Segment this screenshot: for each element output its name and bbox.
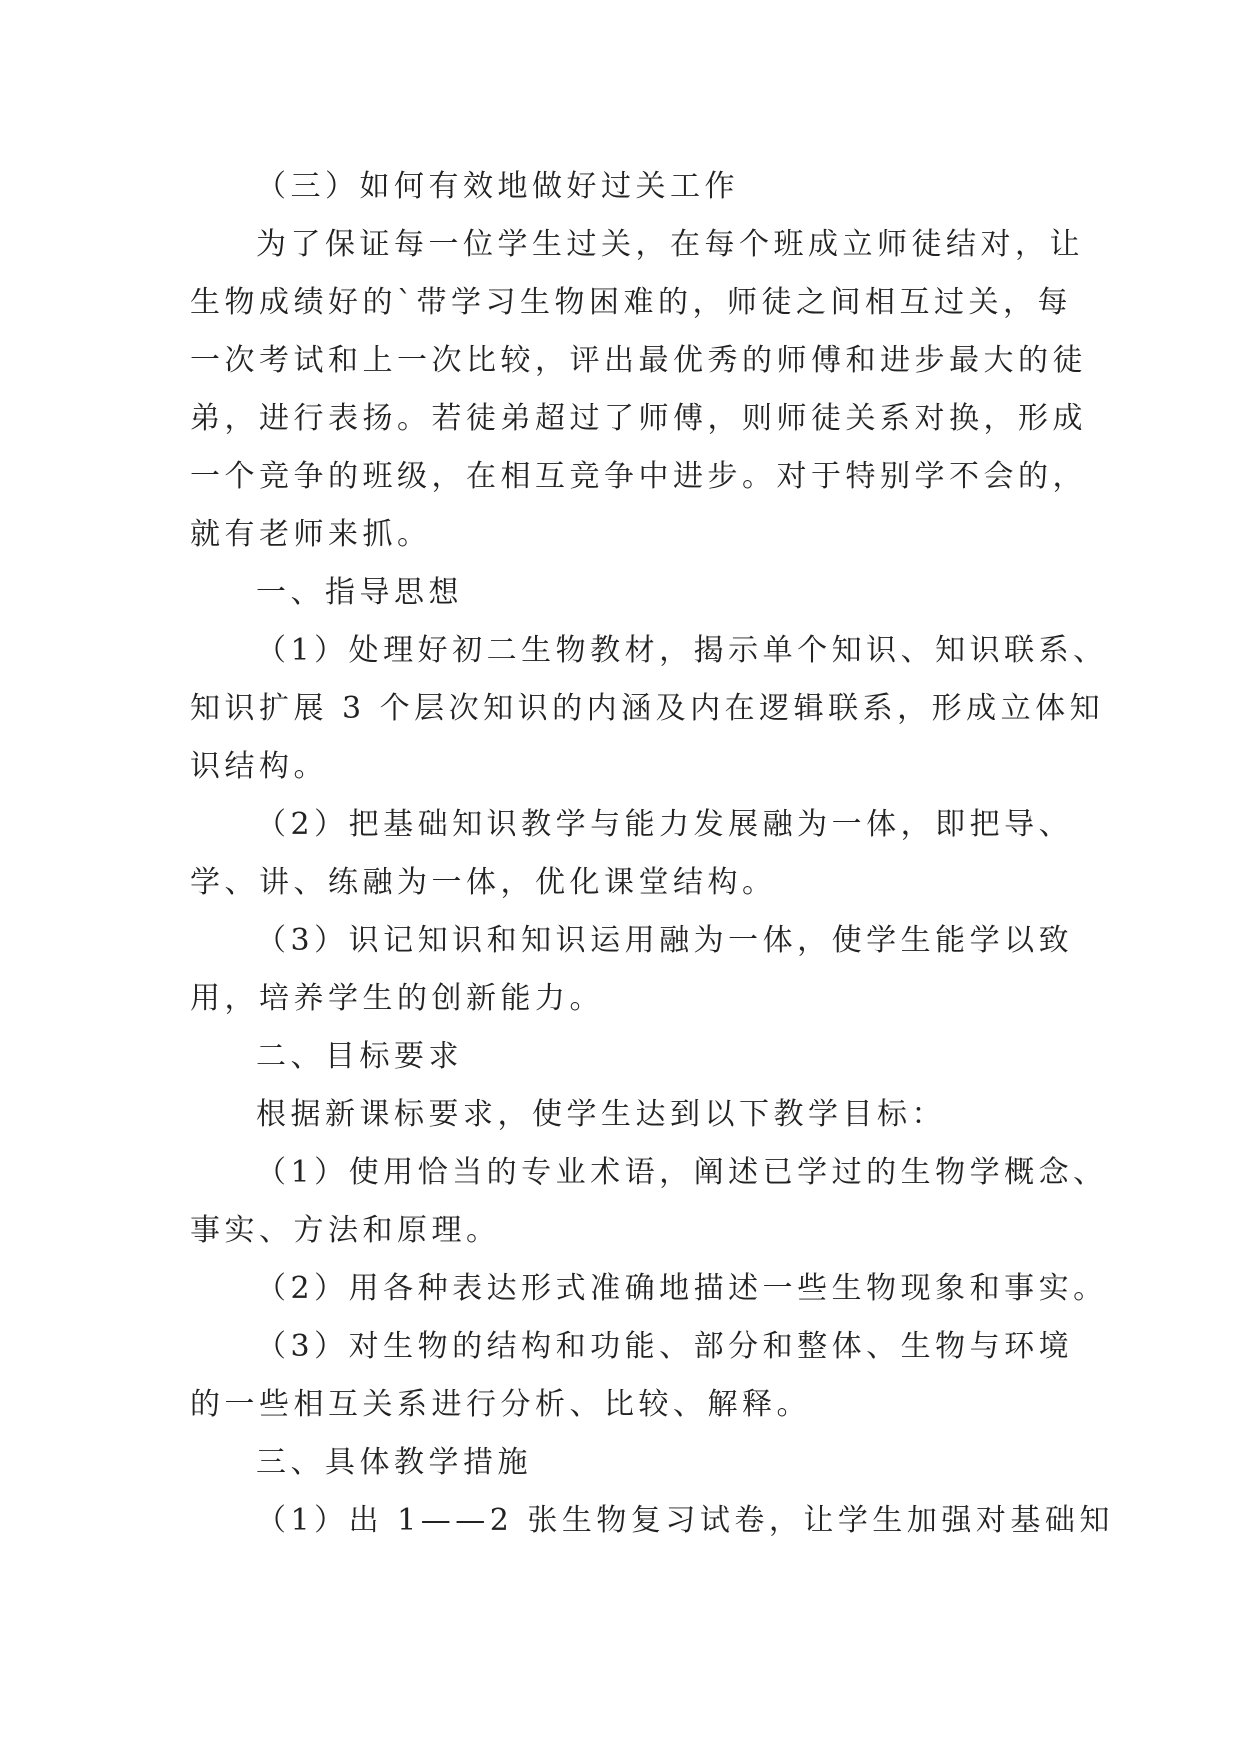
paragraph-line: 一次考试和上一次比较，评出最优秀的师傅和进步最大的徒 [190,343,1087,378]
list-item: （3）识记知识和知识运用融为一体，使学生能学以致 [256,923,1074,958]
section-heading: 二、目标要求 [256,1039,463,1074]
paragraph-line: 用，培养学生的创新能力。 [190,981,604,1016]
paragraph-line: 学、讲、练融为一体，优化课堂结构。 [190,865,777,900]
paragraph-line: 弟，进行表扬。若徒弟超过了师傅，则师徒关系对换，形成 [190,401,1087,436]
paragraph-line: 一个竞争的班级，在相互竞争中进步。对于特别学不会的， [190,459,1087,494]
paragraph-line: 就有老师来抓。 [190,517,432,552]
list-item: （3）对生物的结构和功能、部分和整体、生物与环境 [256,1329,1074,1364]
section-heading: 三、具体教学措施 [256,1445,532,1480]
paragraph-line: 的一些相互关系进行分析、比较、解释。 [190,1387,811,1422]
list-item: （1）处理好初二生物教材，揭示单个知识、知识联系、 [256,633,1108,668]
document-body [190,158,1114,1550]
paragraph-line: 生物成绩好的`带学习生物困难的，师徒之间相互过关，每 [190,285,1072,320]
paragraph-line: 为了保证每一位学生过关，在每个班成立师徒结对，让 [256,227,1084,262]
list-item: （2）用各种表达形式准确地描述一些生物现象和事实。 [256,1271,1108,1306]
paragraph-line: 根据新课标要求，使学生达到以下教学目标： [256,1097,946,1132]
section-heading: 一、指导思想 [256,575,463,610]
paragraph-line: 识结构。 [190,749,328,784]
section-heading: （三）如何有效地做好过关工作 [256,169,739,204]
list-item: （2）把基础知识教学与能力发展融为一体，即把导、 [256,807,1074,842]
paragraph-line: 知识扩展 3 个层次知识的内涵及内在逻辑联系，形成立体知 [190,691,1105,726]
list-item: （1）出 1——2 张生物复习试卷，让学生加强对基础知 [256,1503,1114,1538]
paragraph-line: 事实、方法和原理。 [190,1213,501,1248]
list-item: （1）使用恰当的专业术语，阐述已学过的生物学概念、 [256,1155,1108,1190]
